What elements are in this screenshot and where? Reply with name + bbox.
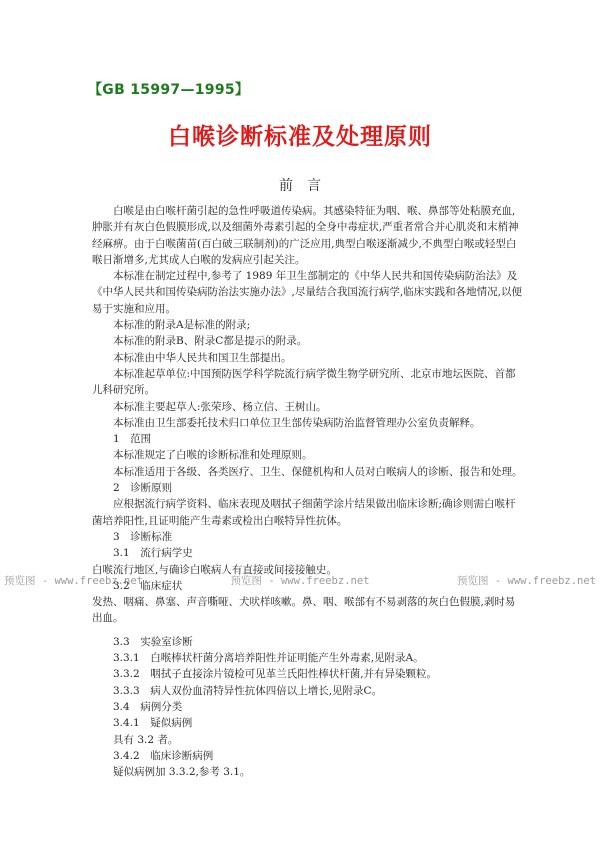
body-paragraph: 本标准的附录A是标准的附录; bbox=[113, 319, 251, 332]
body-paragraph: 本标准在制定过程中,参考了 1989 年卫生部制定的《中华人民共和国传染病防治法》及《中华人民共和国传染病防治法实施办法》,尽量结合我国流行病学,临床实践和各地情况,以便易于实施和应用。 bbox=[92, 270, 523, 315]
body-paragraph: 3.2 临床症状 bbox=[113, 579, 183, 592]
body-paragraph: 3 诊断标准 bbox=[113, 530, 173, 543]
body-paragraph: 本标准由中华人民共和国卫生部提出。 bbox=[113, 351, 292, 364]
body-paragraph: 本标准规定了白喉的诊断标准和处理原则。 bbox=[113, 449, 313, 462]
body-paragraph: 疑似病例加 3.3.2,参考 3.1。 bbox=[113, 766, 251, 779]
body-paragraph: 3.4 病例分类 bbox=[113, 700, 183, 713]
foreword-heading: 前言 bbox=[279, 178, 335, 194]
watermark-text: 预览图 - www.freebz.net bbox=[4, 574, 143, 587]
body-paragraph: 本标准由卫生部委托技术归口单位卫生部传染病防治监督管理办公室负责解释。 bbox=[113, 416, 481, 429]
paragraph-gap bbox=[92, 627, 524, 634]
body-paragraph: 3.4.2 临床诊断病例 bbox=[113, 749, 214, 762]
body-paragraph: 3.1 流行病学史 bbox=[113, 547, 193, 560]
body-paragraph: 3.3.1 白喉棒状杆菌分离培养阳性并证明能产生外毒素,见附录A。 bbox=[113, 652, 424, 665]
watermark-text: 预览图 - www.freebz.net bbox=[230, 574, 370, 587]
document-body bbox=[92, 203, 524, 780]
body-paragraph: 应根据流行病学资料、临床表现及咽拭子细菌学涂片结果做出临床诊断;确诊则需白喉杆菌培养阳性,且证明能产生毒素或检出白喉特异性抗体。 bbox=[92, 498, 516, 527]
body-paragraph: 2 诊断原则 bbox=[113, 482, 173, 495]
watermark-text: 预览图 - www.freebz.net bbox=[457, 574, 596, 587]
document-title: 白喉诊断标准及处理原则 bbox=[168, 124, 432, 150]
body-paragraph: 3.4.1 疑似病例 bbox=[113, 717, 193, 730]
body-paragraph: 3.3 实验室诊断 bbox=[113, 635, 193, 648]
body-paragraph: 发热、咽痛、鼻塞、声音嘶哑、犬吠样咳嗽。鼻、咽、喉部有不易剥落的灰白色假膜,剥时易出血。 bbox=[92, 596, 516, 625]
body-paragraph: 白喉流行地区,与确诊白喉病人有直接或间接接触史。 bbox=[92, 563, 337, 576]
body-paragraph: 具有 3.2 者。 bbox=[113, 733, 179, 746]
body-paragraph: 1 范围 bbox=[113, 433, 152, 446]
body-paragraph: 3.3.2 咽拭子直接涂片镜检可见革兰氏阳性棒状杆菌,并有异染颗粒。 bbox=[113, 668, 438, 681]
body-paragraph: 本标准的附录B、附录C都是提示的附录。 bbox=[113, 335, 308, 348]
body-paragraph: 本标准起草单位:中国预防医学科学院流行病学微生物学研究所、北京市地坛医院、首都儿科研究所。 bbox=[92, 367, 516, 397]
body-paragraph: 本标准主要起草人:张荣珍、杨立信、王树山。 bbox=[113, 400, 327, 413]
body-paragraph: 3.3.3 病人双份血清特异性抗体四倍以上增长,见附录C。 bbox=[113, 684, 383, 697]
body-paragraph: 白喉是由白喉杆菌引起的急性呼吸道传染病。其感染特征为咽、喉、鼻部等处粘膜充血,肿胀并有灰白色假膜形成,以及细菌外毒素引起的全身中毒症状,严重者常合并心肌炎和末梢神经麻痹。由于白喉菌苗(百白破三联制剂)的广泛应用,典型白喉逐渐减少,不典型白喉或轻型白喉日渐增多,尤其成人白喉的发病应引起关注。 bbox=[92, 205, 519, 266]
standard-number: 【GB 15997—1995】 bbox=[88, 82, 250, 98]
body-paragraph: 本标准适用于各级、各类医疗、卫生、保健机构和人员对白喉病人的诊断、报告和处理。 bbox=[113, 465, 523, 478]
